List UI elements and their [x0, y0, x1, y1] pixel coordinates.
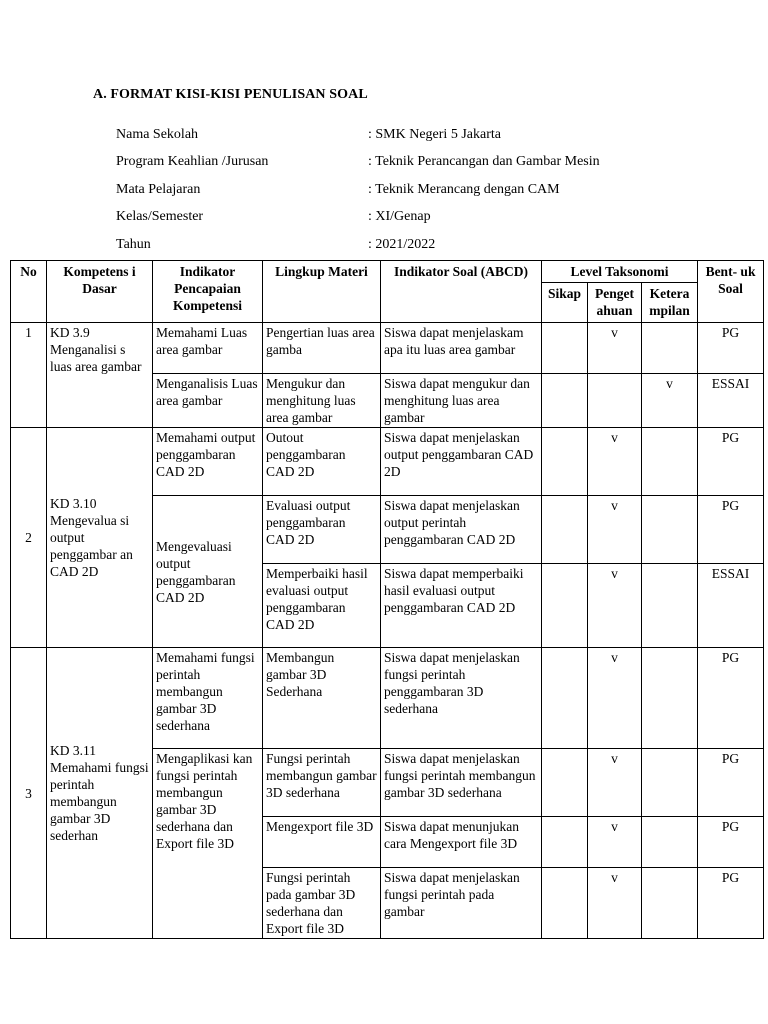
keterampilan-mark: [642, 323, 698, 374]
keterampilan-mark: [642, 648, 698, 749]
lingkup-materi-cell: Memperbaiki hasil evaluasi output penggambaran CAD 2D: [263, 564, 381, 648]
indikator-soal-cell: Siswa dapat menjelaskam apa itu luas area gambar: [381, 323, 542, 374]
bentuk-soal-cell: PG: [698, 648, 764, 749]
table-row: [11, 323, 764, 374]
pengetahuan-mark: v: [588, 648, 642, 749]
lingkup-materi-cell: Outout penggambaran CAD 2D: [263, 428, 381, 496]
keterampilan-mark: v: [642, 374, 698, 428]
indikator-soal-cell: Siswa dapat menjelaskan fungsi perintah membangun gambar 3D sederhana: [381, 749, 542, 817]
indikator-pencapaian-cell: Memahami fungsi perintah membangun gambar 3D sederhana: [153, 648, 263, 749]
info-label: Kelas/Semester: [116, 209, 204, 224]
sikap-mark: [542, 648, 588, 749]
sikap-mark: [542, 564, 588, 648]
sikap-mark: [542, 868, 588, 939]
kompetensi-dasar-cell: KD 3.10 Mengevalua si output penggambar an CAD 2D: [47, 428, 153, 648]
indikator-soal-cell: Siswa dapat menjelaskan fungsi perintah penggambaran 3D sederhana: [381, 648, 542, 749]
keterampilan-mark: [642, 564, 698, 648]
keterampilan-mark: [642, 496, 698, 564]
indikator-pencapaian-cell: Mengevaluasi output penggambaran CAD 2D: [153, 496, 263, 648]
row-number: 2: [11, 428, 47, 648]
header-lingkup-materi: Lingkup Materi: [263, 261, 381, 323]
bentuk-soal-cell: PG: [698, 496, 764, 564]
kompetensi-dasar-cell: KD 3.9 Menganalisi s luas area gambar: [47, 323, 153, 428]
kompetensi-dasar-cell: KD 3.11 Memahami fungsi perintah membangun gambar 3D sederhan: [47, 648, 153, 939]
header-level-taksonomi: Level Taksonomi: [542, 261, 698, 283]
info-label: Tahun: [116, 237, 151, 252]
lingkup-materi-cell: Mengexport file 3D: [263, 817, 381, 868]
header-sikap: Sikap: [542, 283, 588, 323]
keterampilan-mark: [642, 868, 698, 939]
header-keterampilan: Ketera mpilan: [642, 283, 698, 323]
info-label: Mata Pelajaran: [116, 182, 201, 197]
kisi-kisi-table: [10, 260, 764, 939]
indikator-soal-cell: Siswa dapat memperbaiki hasil evaluasi output penggambaran CAD 2D: [381, 564, 542, 648]
indikator-pencapaian-cell: Menganalisis Luas area gambar: [153, 374, 263, 428]
indikator-soal-cell: Siswa dapat menjelaskan output penggambaran CAD 2D: [381, 428, 542, 496]
pengetahuan-mark: v: [588, 496, 642, 564]
info-value: : SMK Negeri 5 Jakarta: [368, 127, 501, 142]
sikap-mark: [542, 749, 588, 817]
keterampilan-mark: [642, 817, 698, 868]
row-number: 3: [11, 648, 47, 939]
header-indikator-soal: Indikator Soal (ABCD): [381, 261, 542, 323]
header-pengetahuan: Penget ahuan: [588, 283, 642, 323]
section-title: A. FORMAT KISI-KISI PENULISAN SOAL: [93, 87, 368, 102]
indikator-pencapaian-cell: Memahami Luas area gambar: [153, 323, 263, 374]
info-value: : Teknik Perancangan dan Gambar Mesin: [368, 154, 600, 169]
header-kompetensi-dasar: Kompetens i Dasar: [47, 261, 153, 323]
info-value: : XI/Genap: [368, 209, 431, 224]
lingkup-materi-cell: Membangun gambar 3D Sederhana: [263, 648, 381, 749]
lingkup-materi-cell: Mengukur dan menghitung luas area gambar: [263, 374, 381, 428]
info-label: Program Keahlian /Jurusan: [116, 154, 269, 169]
table-row: [11, 428, 764, 496]
keterampilan-mark: [642, 749, 698, 817]
header-indikator-pencapaian: Indikator Pencapaian Kompetensi: [153, 261, 263, 323]
pengetahuan-mark: v: [588, 323, 642, 374]
info-value: : Teknik Merancang dengan CAM: [368, 182, 560, 197]
sikap-mark: [542, 374, 588, 428]
header-no: No: [11, 261, 47, 323]
indikator-soal-cell: Siswa dapat menjelaskan output perintah penggambaran CAD 2D: [381, 496, 542, 564]
info-value: : 2021/2022: [368, 237, 436, 252]
header-bentuk-soal: Bent- uk Soal: [698, 261, 764, 323]
sikap-mark: [542, 428, 588, 496]
keterampilan-mark: [642, 428, 698, 496]
pengetahuan-mark: [588, 374, 642, 428]
pengetahuan-mark: v: [588, 749, 642, 817]
pengetahuan-mark: v: [588, 564, 642, 648]
bentuk-soal-cell: PG: [698, 323, 764, 374]
sikap-mark: [542, 323, 588, 374]
bentuk-soal-cell: PG: [698, 428, 764, 496]
sikap-mark: [542, 817, 588, 868]
indikator-pencapaian-cell: Memahami output penggambaran CAD 2D: [153, 428, 263, 496]
pengetahuan-mark: v: [588, 428, 642, 496]
bentuk-soal-cell: ESSAI: [698, 374, 764, 428]
bentuk-soal-cell: ESSAI: [698, 564, 764, 648]
indikator-soal-cell: Siswa dapat mengukur dan menghitung luas area gambar: [381, 374, 542, 428]
pengetahuan-mark: v: [588, 868, 642, 939]
bentuk-soal-cell: PG: [698, 868, 764, 939]
info-label: Nama Sekolah: [116, 127, 199, 142]
bentuk-soal-cell: PG: [698, 817, 764, 868]
table-row: [11, 648, 764, 749]
indikator-soal-cell: Siswa dapat menunjukan cara Mengexport file 3D: [381, 817, 542, 868]
lingkup-materi-cell: Pengertian luas area gamba: [263, 323, 381, 374]
lingkup-materi-cell: Evaluasi output penggambaran CAD 2D: [263, 496, 381, 564]
indikator-soal-cell: Siswa dapat menjelaskan fungsi perintah pada gambar: [381, 868, 542, 939]
indikator-pencapaian-cell: Mengaplikasi kan fungsi perintah membangun gambar 3D sederhana dan Export file 3D: [153, 749, 263, 939]
row-number: 1: [11, 323, 47, 428]
sikap-mark: [542, 496, 588, 564]
lingkup-materi-cell: Fungsi perintah membangun gambar 3D sederhana: [263, 749, 381, 817]
bentuk-soal-cell: PG: [698, 749, 764, 817]
lingkup-materi-cell: Fungsi perintah pada gambar 3D sederhana dan Export file 3D: [263, 868, 381, 939]
pengetahuan-mark: v: [588, 817, 642, 868]
